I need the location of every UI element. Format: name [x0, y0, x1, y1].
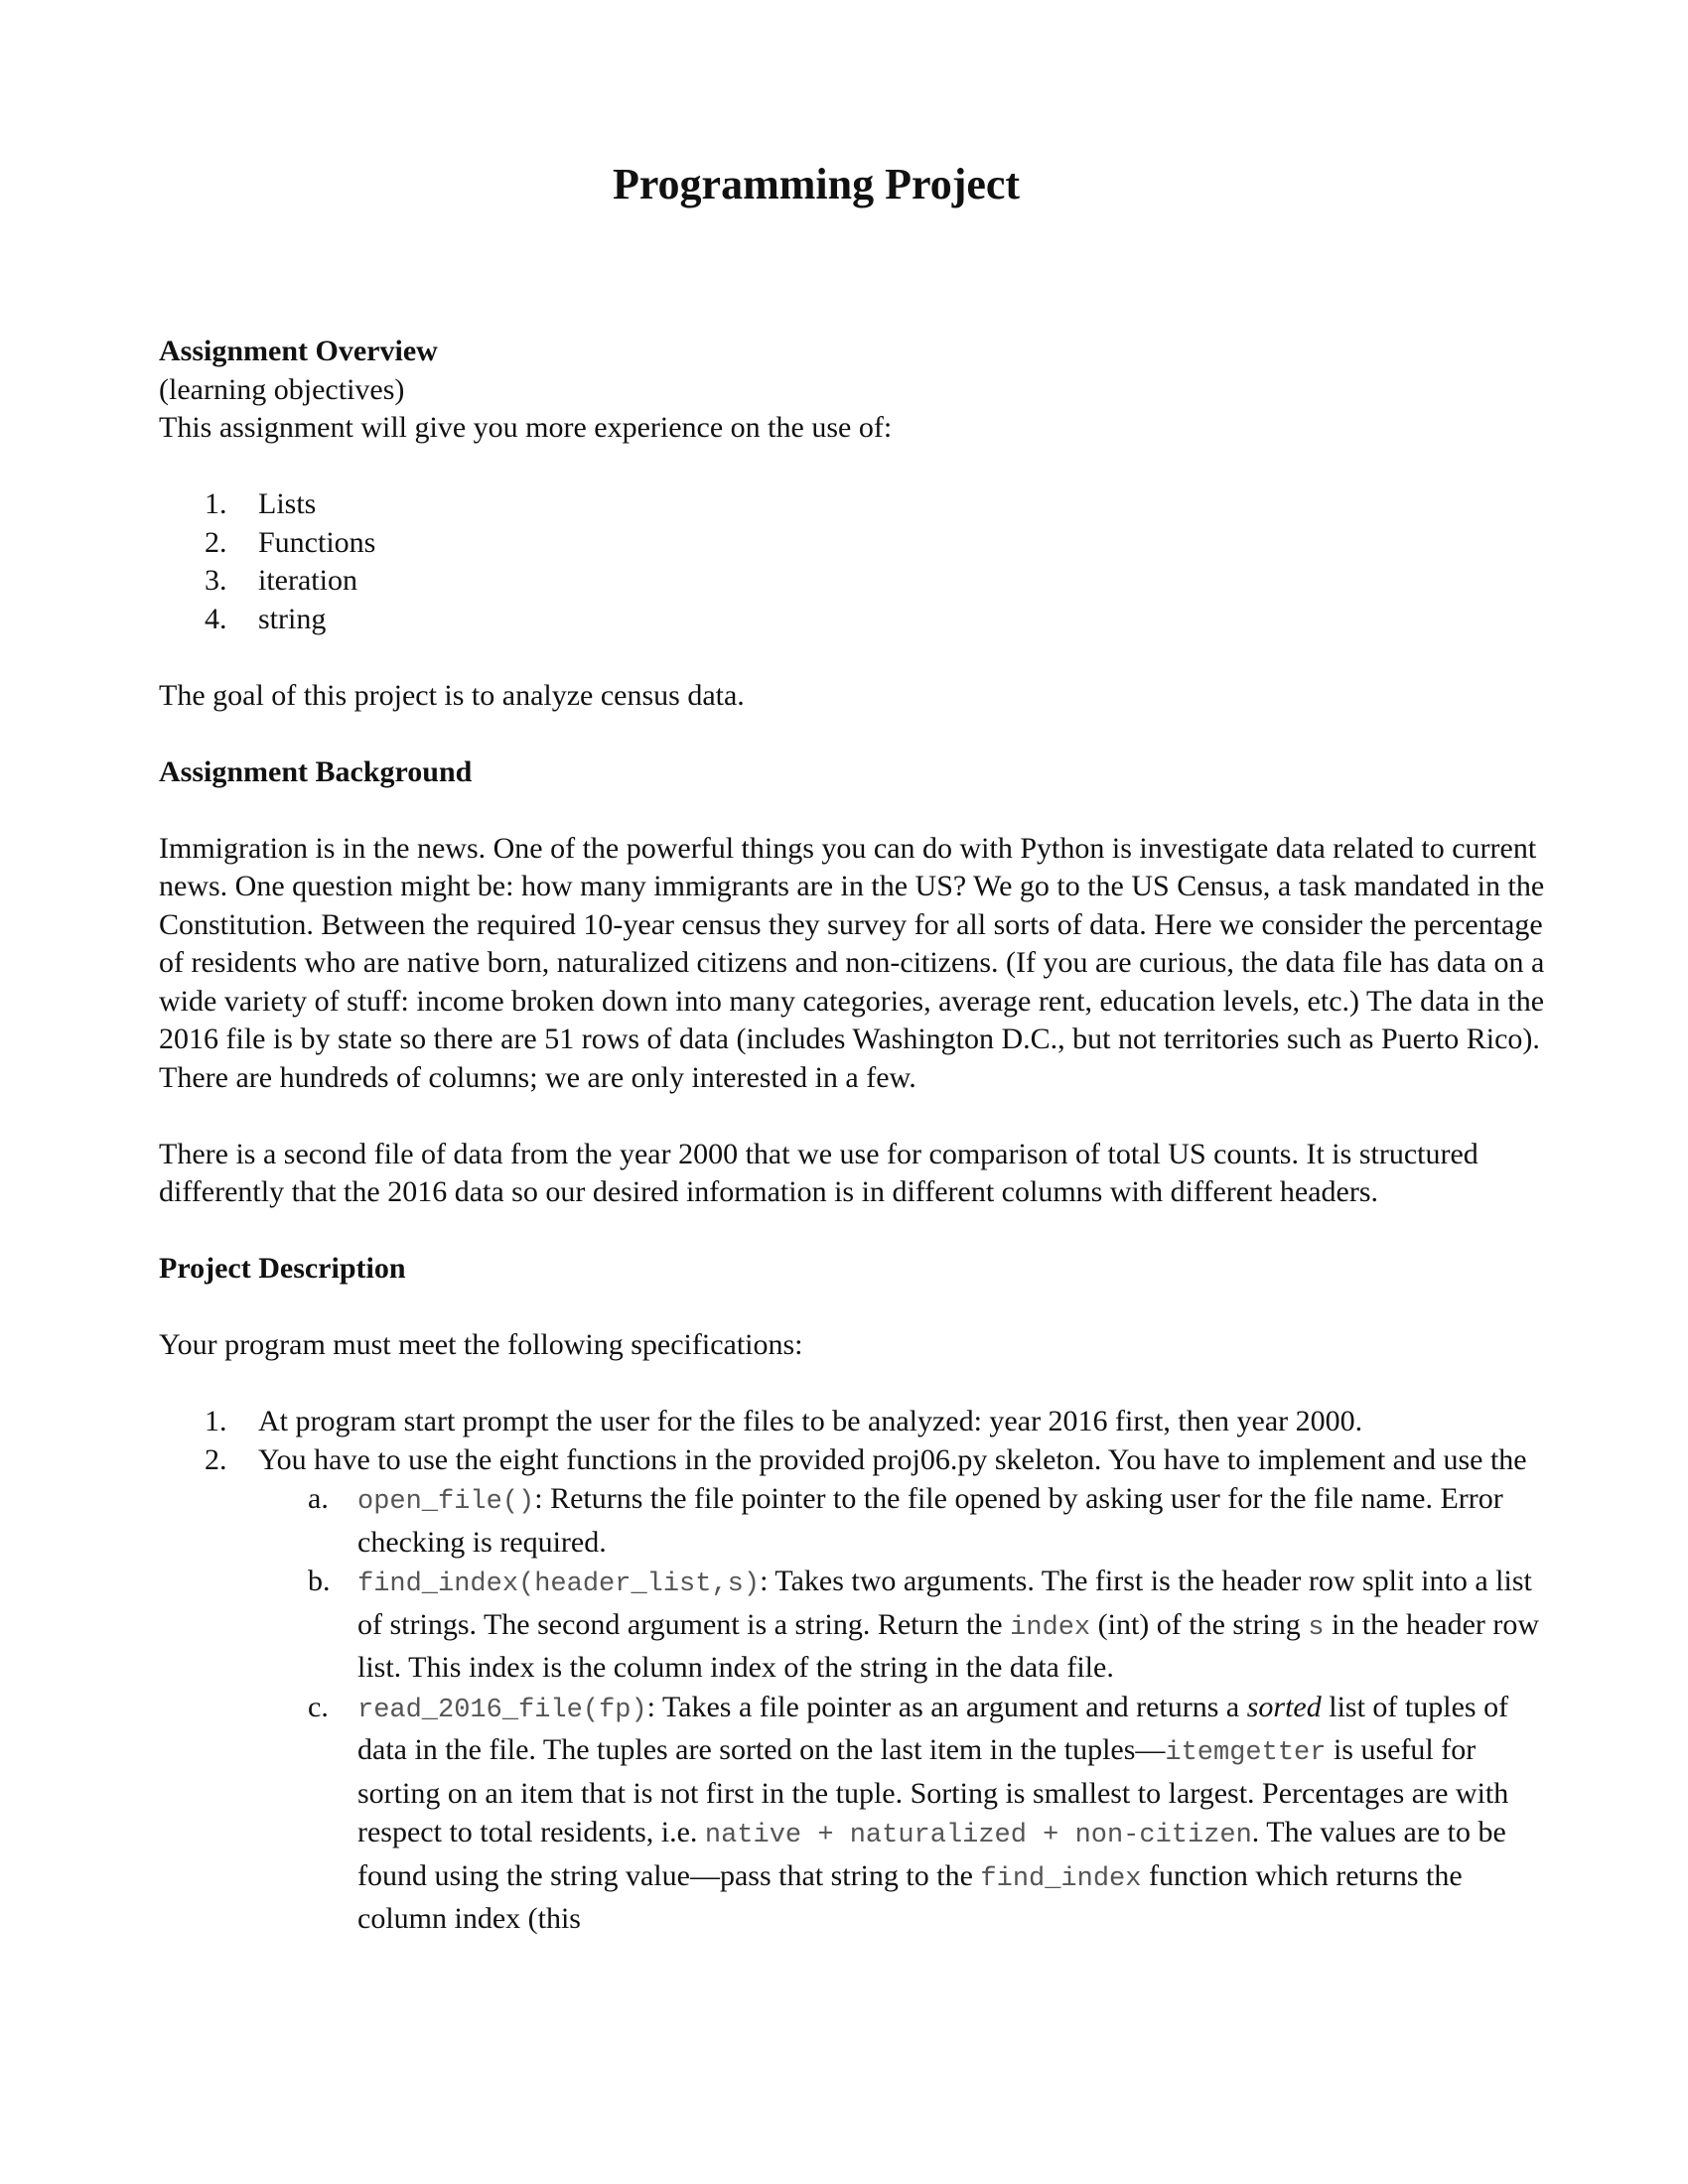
list-item: 2. You have to use the eight functions in the provided proj06.py skeleton. You have to implement and use the a. open_file(): Returns the file pointer to the file opened by asking user for the file name. Error checking is required. b. find_index(header_list,s): Takes two arguments. The first is the header row split into a list of strings. The second argument is a string. Return the index (int) of the string s in the header row list. This index is the column index of the string in the data file. c. read_2016_file(fp): Takes a file pointer as an argument and returns a sorted list of tuples of data in the file. The tuples are sorted on the last item in the tuples—itemgetter is useful for sorting on an item that is not first in the tuple. Sorting is smallest to largest. Percentages are with respect to total residents, i.e. native + naturalized + non-citizen. The values are to be found using the string value—pass that string to the find_index function which returns the column index (this — [159, 1441, 1549, 1939]
list-item: 2. Functions — [205, 525, 376, 559]
background-paragraph-1: Immigration is in the news. One of the powerful things you can do with Python is investigate data related to current news. One question might be: how many immigrants are in the US? We go to the US Census, a task mandated in the Constitution. Between the required 10-year census they survey for all sorts of data. Here we consider the percentage of residents who are native born, naturalized citizens and non-citizens. (If you are curious, the data file has data on a wide variety of stuff: income broken down into many categories, average rent, education levels, etc.) The data in the 2016 file is by state so there are 51 rows of data (includes Washington D.C., but not territories such as Puerto Rico). There are hundreds of columns; we are only interested in a few. — [159, 831, 1545, 1094]
function-item-open-file: a. open_file(): Returns the file pointer to the file opened by asking user for the file name. Error checking is required. — [308, 1482, 1503, 1559]
overview-heading: Assignment Overview — [159, 335, 438, 367]
overview-subheading: (learning objectives) — [159, 372, 405, 406]
background-heading: Assignment Background — [159, 754, 473, 788]
document-body — [159, 333, 1549, 1939]
list-item: 1. Lists — [205, 487, 317, 520]
list-item: 1. At program start prompt the user for the files to be analyzed: year 2016 first, then year 2000. — [205, 1405, 1363, 1437]
overview-goal: The goal of this project is to analyze census data. — [159, 678, 745, 712]
description-intro: Your program must meet the following specifications: — [159, 1328, 803, 1361]
function-item-read-2016-file: c. read_2016_file(fp): Takes a file pointer as an argument and returns a sorted list of tuples of data in the file. The tuples are sorted on the last item in the tuples—itemgetter is useful for sorting on an item that is not first in the tuple. Sorting is smallest to largest. Percentages are with respect to total residents, i.e. native + naturalized + non-citizen. The values are to be found using the string value—pass that string to the find_index function which returns the column index (this — [308, 1690, 1509, 1935]
background-paragraph-2: There is a second file of data from the year 2000 that we use for comparison of total US counts. It is structured differently that the 2016 data so our desired information is in different columns with different headers. — [159, 1137, 1478, 1208]
overview-intro: This assignment will give you more experience on the use of: — [159, 411, 893, 444]
description-heading: Project Description — [159, 1252, 406, 1285]
list-item: 4. string — [205, 602, 327, 635]
functions-list — [258, 1479, 1549, 1939]
specifications-list — [159, 1403, 1549, 1939]
document-title: Programming Project — [612, 160, 1021, 208]
function-item-find-index: b. find_index(header_list,s): Takes two arguments. The first is the header row split into a list of strings. The second argument is a string. Return the index (int) of the string s in the header row list. This index is the column index of the string in the data file. — [308, 1565, 1540, 1684]
list-item: 3. iteration — [205, 564, 357, 597]
objectives-list — [159, 485, 1549, 638]
